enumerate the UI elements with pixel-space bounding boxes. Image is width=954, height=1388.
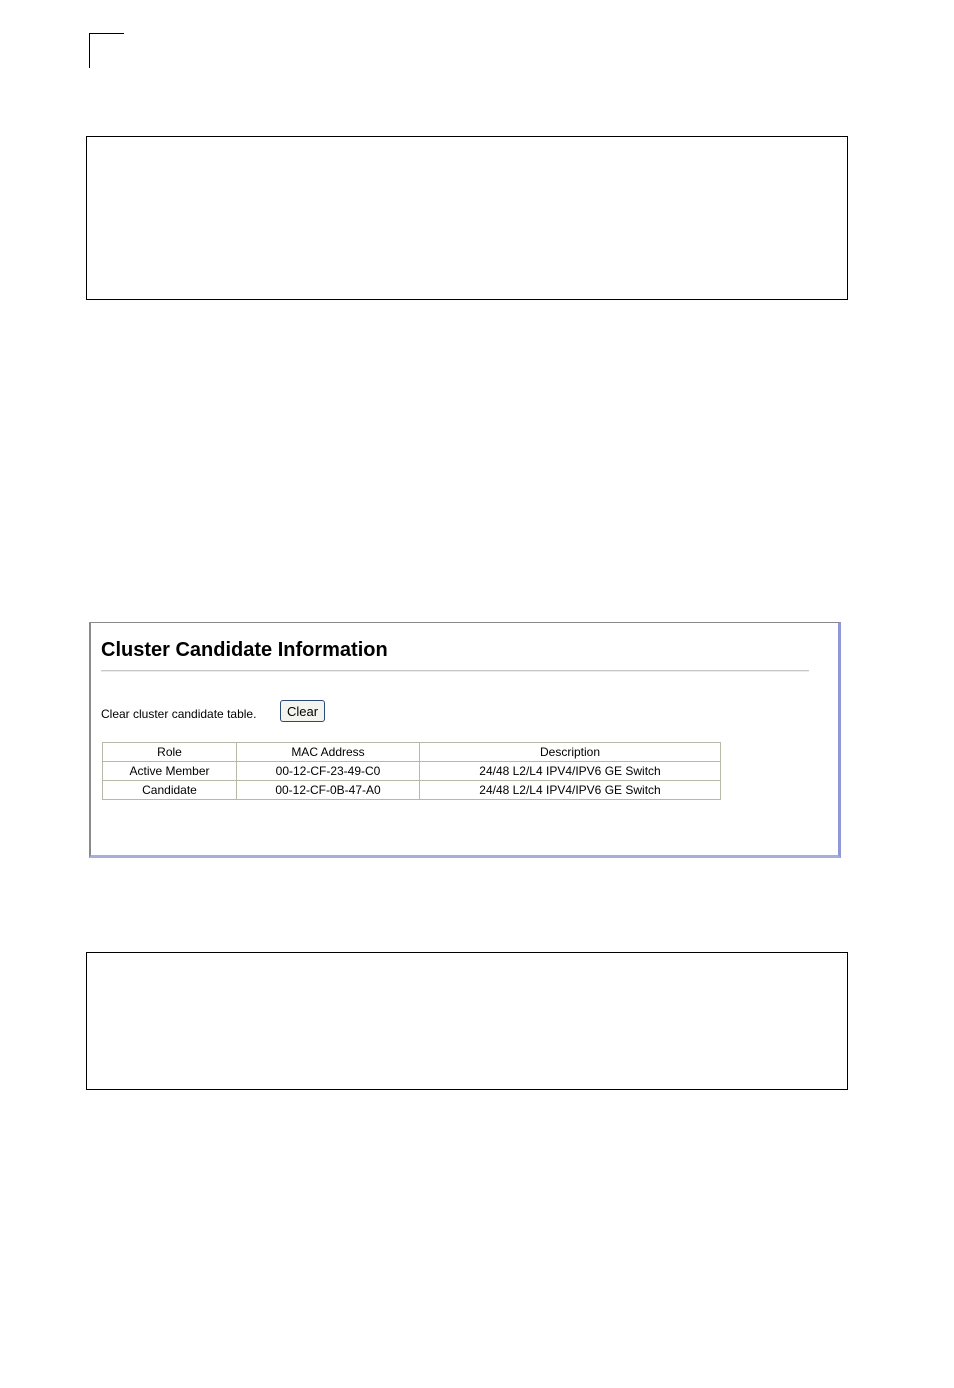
table-row [103, 781, 721, 800]
title-divider [101, 670, 809, 672]
page-title: Cluster Candidate Information [101, 639, 388, 661]
cell-role: Active Member [103, 762, 237, 781]
cell-mac-address: 00-12-CF-0B-47-A0 [237, 781, 420, 800]
column-header-description: Description [420, 743, 721, 762]
clear-table-label: Clear cluster candidate table. [101, 707, 257, 721]
column-header-mac-address: MAC Address [237, 743, 420, 762]
top-frame-box [86, 136, 848, 300]
page-corner-mark [89, 33, 124, 68]
clear-button[interactable]: Clear [280, 700, 325, 722]
cell-mac-address: 00-12-CF-23-49-C0 [237, 762, 420, 781]
table-row [103, 762, 721, 781]
cluster-candidate-panel [89, 622, 841, 858]
cell-role: Candidate [103, 781, 237, 800]
bottom-frame-box [86, 952, 848, 1090]
cell-description: 24/48 L2/L4 IPV4/IPV6 GE Switch [420, 781, 721, 800]
column-header-role: Role [103, 743, 237, 762]
cell-description: 24/48 L2/L4 IPV4/IPV6 GE Switch [420, 762, 721, 781]
table-header-row [103, 743, 721, 762]
candidate-table [102, 742, 721, 800]
